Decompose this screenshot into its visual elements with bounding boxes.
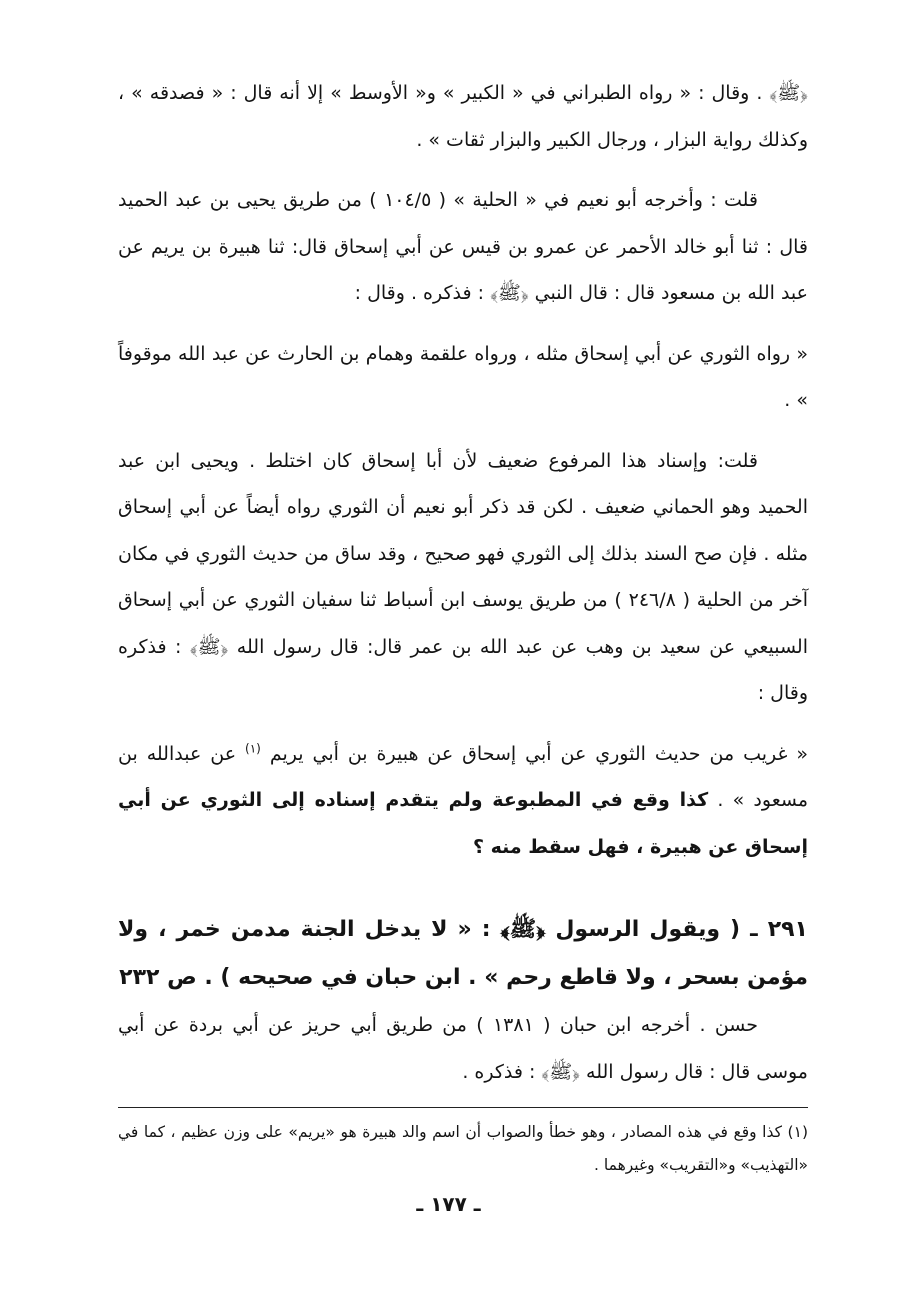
footnote-marker: (١): [245, 741, 261, 756]
footnote-divider: [118, 1107, 808, 1108]
paragraph-gharib-note: [118, 731, 808, 871]
gharib-quote-lead: « غريب من حديث الثوري عن أبي إسحاق عن هبيرة بن أبي يريم: [269, 742, 809, 765]
gharib-quote-tail: عن عبدالله بن مسعود » .: [118, 742, 809, 811]
hadith-291-grading: حسن . أخرجه ابن حبان ( ١٣٨١ ) من طريق أبي حريز عن أبي بردة عن أبي موسى قال : قال رسول الله ﴿ﷺ﴾ : فذكره .: [118, 1014, 808, 1083]
paragraph-thawri-quote: « رواه الثوري عن أبي إسحاق مثله ، ورواه علقمة وهمام بن الحارث عن عبد الله موقوفاً » .: [118, 342, 808, 411]
page-body: [118, 70, 808, 1182]
paragraph-isnad-analysis: قلت: وإسناد هذا المرفوع ضعيف لأن أبا إسحاق كان اختلط . ويحيى ابن عبد الحميد وهو الحماني ضعيف . لكن قد ذكر أبو نعيم أن الثوري رواه أيضاً عن أبي إسحاق مثله . فإن صح السند بذلك إلى الثوري فهو صحيح ، وقد ساق من حديث الثوري في مكان آخر من الحلية ( ٢٤٦/٨ ) من طريق يوسف ابن أسباط ثنا سفيان الثوري عن أبي إسحاق السبيعي عن سعيد بن وهب عن عبد الله بن عمر قال: قال رسول الله ﴿ﷺ﴾ : فذكره وقال :: [118, 449, 808, 704]
hadith-heading-291: ٢٩١ ـ ( ويقول الرسول ﴿ﷺ﴾ : « لا يدخل الجنة مدمن خمر ، ولا مؤمن بسحر ، ولا قاطع رحم » . ابن حبان في صحيحه ) . ص ٢٣٢: [118, 917, 808, 990]
paragraph-quote-tabarani: ﴿ﷺ﴾ . وقال : « رواه الطبراني في « الكبير » و« الأوسط » إلا أنه قال : « فصدقه » ، وكذلك رواية البزار ، ورجال الكبير والبزار ثقات » .: [118, 82, 808, 151]
gharib-comment: كذا وقع في المطبوعة ولم يتقدم إسناده إلى الثوري عن أبي إسحاق عن هبيرة ، فهل سقط منه ؟: [118, 789, 808, 858]
page-number: ـ ١٧٧ ـ: [416, 1192, 481, 1216]
footnote-text: (١) كذا وقع في هذه المصادر ، وهو خطأ والصواب أن اسم والد هبيرة هو «يريم» على وزن عظيم ، كما في «التهذيب» و«التقريب» وغيرهما .: [118, 1123, 808, 1174]
paragraph-abu-nuaim: قلت : وأخرجه أبو نعيم في « الحلية » ( ١٠٤/٥ ) من طريق يحيى بن عبد الحميد قال : ثنا أبو خالد الأحمر عن عمرو بن قيس عن أبي إسحاق قال: ثنا هبيرة بن يريم عن عبد الله بن مسعود قال : قال النبي ﴿ﷺ﴾ : فذكره . وقال :: [118, 189, 808, 304]
